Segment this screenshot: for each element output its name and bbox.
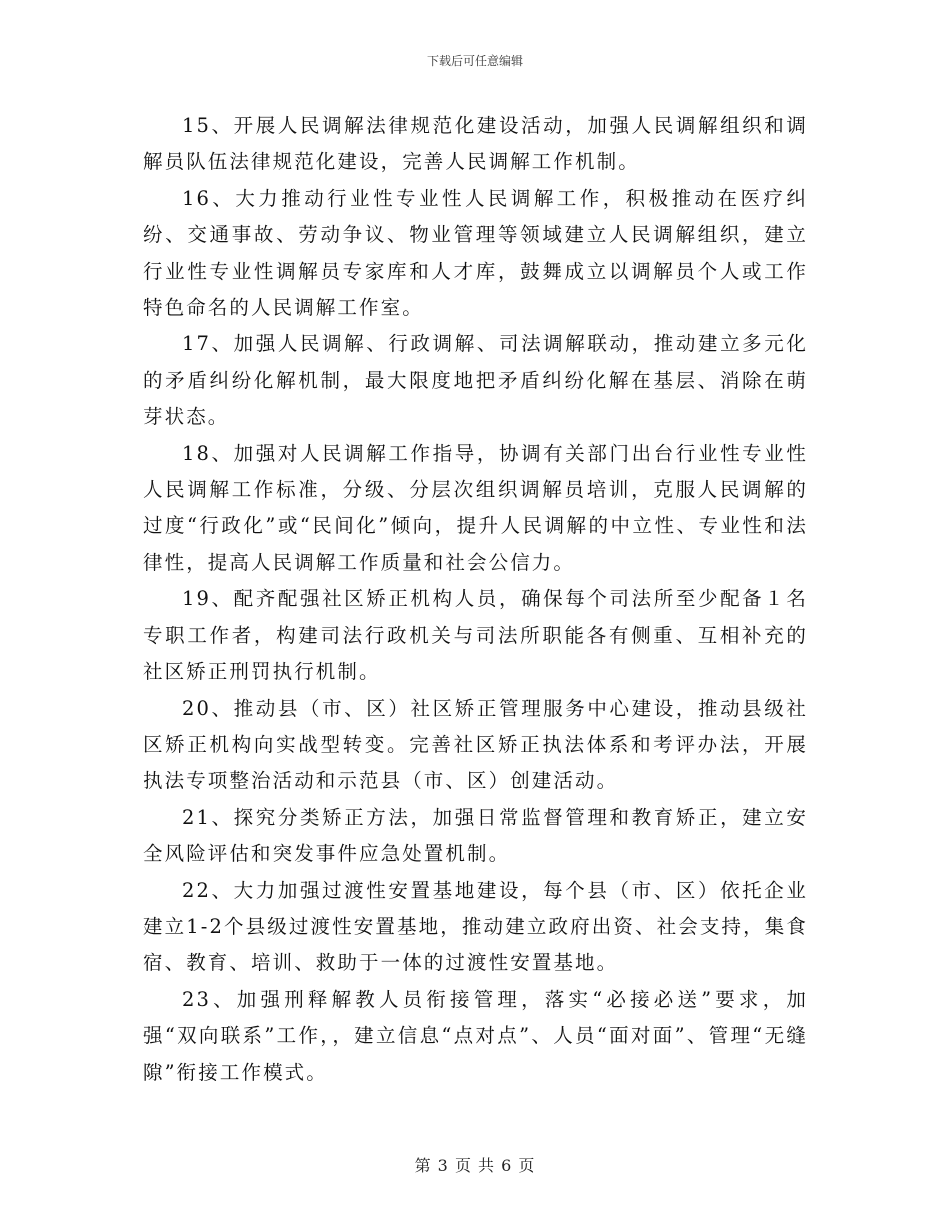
document-body (143, 108, 808, 1091)
paragraph-15: 15、开展人民调解法律规范化建设活动，加强人民调解组织和调解员队伍法律规范化建设，完善人民调解工作机制。 (143, 114, 808, 174)
paragraph-16: 16、大力推动行业性专业性人民调解工作，积极推动在医疗纠纷、交通事故、劳动争议、物业管理等领域建立人民调解组织，建立行业性专业性调解员专家库和人才库，鼓舞成立以调解员个人或工作特色命名的人民调解工作室。 (143, 186, 808, 320)
paragraph-19: 19、配齐配强社区矫正机构人员，确保每个司法所至少配备１名专职工作者，构建司法行政机关与司法所职能各有侧重、互相补充的社区矫正刑罚执行机制。 (143, 587, 808, 684)
paragraph-17: 17、加强人民调解、行政调解、司法调解联动，推动建立多元化的矛盾纠纷化解机制，最大限度地把矛盾纠纷化解在基层、消除在萌芽状态。 (143, 332, 808, 429)
paragraph-18: 18、加强对人民调解工作指导，协调有关部门出台行业性专业性人民调解工作标准，分级、分层次组织调解员培训，克服人民调解的过度“行政化”或“民间化”倾向，提升人民调解的中立性、专业性和法律性，提高人民调解工作质量和社会公信力。 (143, 441, 808, 574)
paragraph-21: 21、探究分类矫正方法，加强日常监督管理和教育矫正，建立安全风险评估和突发事件应急处置机制。 (143, 805, 808, 866)
paragraph-23: 23、加强刑释解教人员衔接管理，落实“必接必送”要求，加强“双向联系”工作，，建立信息“点对点”、人员“面对面”、管理“无缝隙”衔接工作模式。 (143, 987, 808, 1084)
paragraph-20: 20、推动县（市、区）社区矫正管理服务中心建设，推动县级社区矫正机构向实战型转变。完善社区矫正执法体系和考评办法，开展执法专项整治活动和示范县（市、区）创建活动。 (143, 696, 808, 793)
paragraph-22: 22、大力加强过渡性安置基地建设，每个县（市、区）依托企业建立1-2个县级过渡性安置基地，推动建立政府出资、社会支持，集食宿、教育、培训、救助于一体的过渡性安置基地。 (143, 878, 808, 975)
page-number: 第 3 页 共 6 页 (414, 1156, 536, 1175)
page-header: 下载后可任意编辑 (426, 54, 523, 68)
